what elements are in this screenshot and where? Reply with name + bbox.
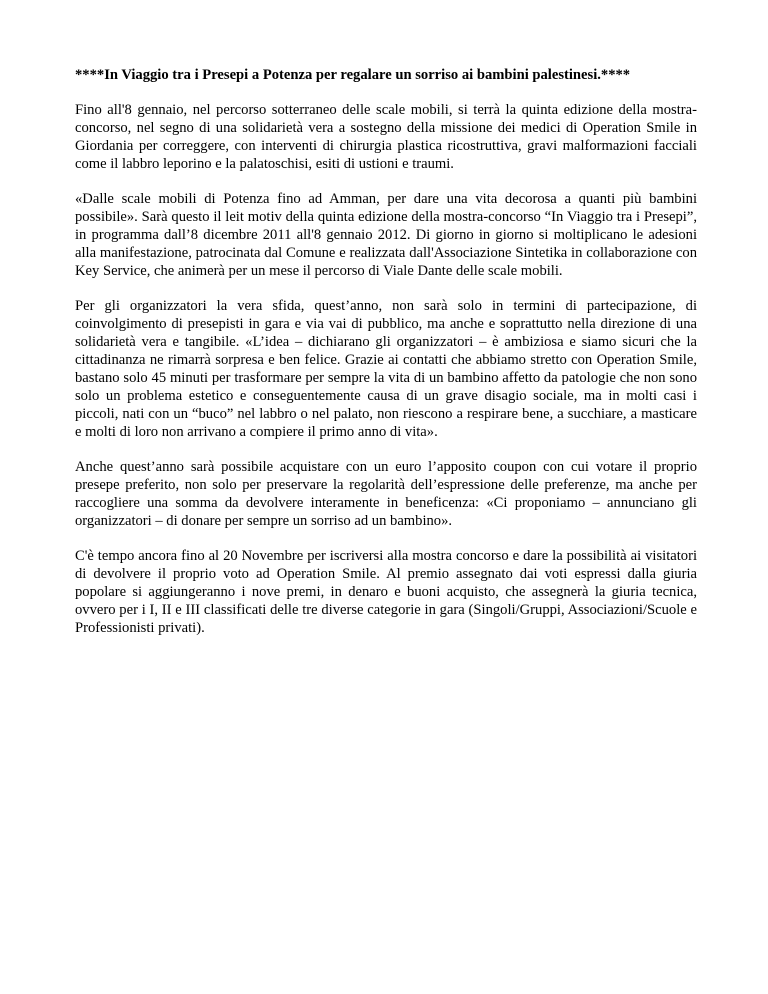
paragraph-1: Fino all'8 gennaio, nel percorso sotterraneo delle scale mobili, si terrà la quinta edizione della mostra-concorso, nel segno di una solidarietà vera a sostegno della missione dei medici di Operation Smile in Giordania per correggere, con interventi di chirurgia plastica ricostruttiva, gravi malformazioni facciali come il labbro leporino e la palatoschisi, esiti di ustioni e traumi. [75, 102, 697, 172]
paragraph-5: C'è tempo ancora fino al 20 Novembre per iscriversi alla mostra concorso e dare la possibilità ai visitatori di devolvere il proprio voto ad Operation Smile. Al premio assegnato dai voti espressi dalla giuria popolare si aggiungeranno i nove premi, in denaro e buoni acquisto, che assegnerà la giuria tecnica, ovvero per i I, II e III classificati delle tre diverse categorie in gara (Singoli/Gruppi, Associazioni/Scuole e Professionisti privati). [75, 548, 697, 636]
paragraph-2: «Dalle scale mobili di Potenza fino ad Amman, per dare una vita decorosa a quanti più bambini possibile». Sarà questo il leit motiv della quinta edizione della mostra-concorso “In Viaggio tra i Presepi”, in programma dall’8 dicembre 2011 all'8 gennaio 2012. Di giorno in giorno si moltiplicano le adesioni alla manifestazione, patrocinata dal Comune e realizzata dall'Associazione Sintetika in collaborazione con Key Service, che animerà per un mese il percorso di Viale Dante delle scale mobili. [75, 191, 697, 279]
document-page [75, 60, 697, 654]
document-title: ****In Viaggio tra i Presepi a Potenza per regalare un sorriso ai bambini palestinesi.**** [75, 67, 631, 83]
paragraph-4: Anche quest’anno sarà possibile acquistare con un euro l’apposito coupon con cui votare il proprio presepe preferito, non solo per preservare la regolarità dell’espressione delle preferenze, ma anche per raccogliere una somma da devolvere interamente in beneficenza: «Ci proponiamo – annunciano gli organizzatori – di donare per sempre un sorriso ad un bambino». [75, 459, 697, 529]
paragraph-3: Per gli organizzatori la vera sfida, quest’anno, non sarà solo in termini di partecipazione, di coinvolgimento di presepisti in gara e via vai di pubblico, ma anche e soprattutto nella direzione di una solidarietà vera e tangibile. «L’idea – dichiarano gli organizzatori – è ambiziosa e siamo sicuri che la cittadinanza ne rimarrà sorpresa e ben felice. Grazie ai contatti che abbiamo stretto con Operation Smile, bastano solo 45 minuti per trasformare per sempre la vita di un bambino affetto da patologie che non sono solo un problema estetico e conseguentemente causa di un grave disagio sociale, ma in molti casi i piccoli, nati con un “buco” nel labbro o nel palato, non riescono a respirare bene, a succhiare, a masticare e molti di loro non arrivano a compiere il primo anno di vita». [75, 298, 697, 440]
